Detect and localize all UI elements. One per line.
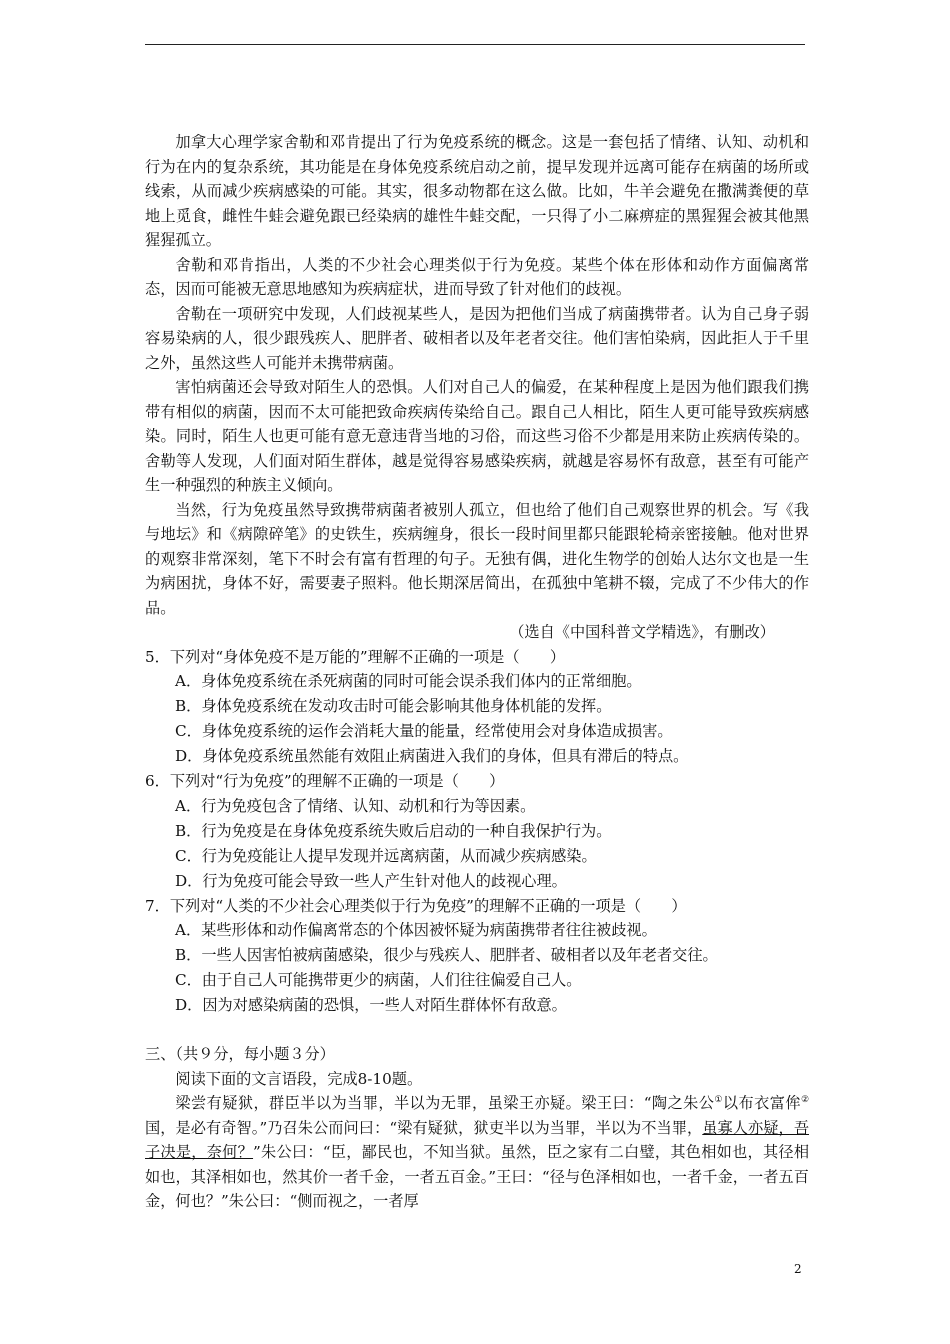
passage-text: 以布衣富侔: [722, 1094, 801, 1112]
question-stem: 7．下列对“人类的不少社会心理类似于行为免疫”的理解不正确的一项是（ ）: [145, 896, 687, 915]
option-a: A．某些形体和动作偏离常态的个体因被怀疑为病菌携带者往往被歧视。: [175, 921, 657, 939]
option-a: A．行为免疫包含了情绪、认知、动机和行为等因素。: [175, 796, 536, 815]
footnote-marker: ①: [714, 1094, 723, 1105]
passage: [145, 130, 809, 645]
question-stem: 5．下列对“身体免疫不是万能的”理解不正确的一项是（ ）: [145, 647, 566, 666]
classical-passage: [145, 1091, 809, 1214]
question-stem: 6．下列对“行为免疫”的理解不正确的一项是（ ）: [145, 772, 505, 790]
passage-source: （选自《中国科普文学精选》，有删改）: [509, 623, 775, 641]
passage-text: 国，是必有奇智。”乃召朱公而问曰：“梁有疑狱，狱吏半以为当罪，半以为不当罪，: [145, 1118, 703, 1137]
footnote-marker: ②: [800, 1094, 810, 1105]
page-body: [145, 130, 809, 1214]
section-instruction: 阅读下面的文言语段，完成8-10题。: [175, 1069, 423, 1088]
paragraph: 害怕病菌还会导致对陌生人的恐惧。人们对自己人的偏爱，在某种程度上是因为他们跟我们携带有相似的病菌，因而不太可能把致命疾病传染给自己。跟自己人相比，陌生人更可能导致疾病感染。同时，陌生人也更可能有意无意违背当地的习俗，而这些习俗不少都是用来防止疾病传染的。舍勒等人发现，人们面对陌生群体，越是觉得容易感染疾病，就越是容易怀有敌意，甚至有可能产生一种强烈的种族主义倾向。: [145, 378, 809, 494]
paragraph: 舍勒和邓肯指出，人类的不少社会心理类似于行为免疫。某些个体在形体和动作方面偏离常态，因而可能被无意思地感知为疾病症状，进而导致了针对他们的歧视。: [145, 255, 809, 298]
option-b: B．身体免疫系统在发动攻击时可能会影响其他身体机能的发挥。: [175, 697, 612, 715]
paragraph: 加拿大心理学家舍勒和邓肯提出了行为免疫系统的概念。这是一套包括了情绪、认知、动机和行为在内的复杂系统，其功能是在身体免疫系统启动之前，提早发现并远离可能存在病菌的场所或线索，从而减少疾病感染的可能。其实，很多动物都在这么做。比如，牛羊会避免在撒满粪便的草地上觅食，雌性牛蛙会避免跟已经染病的雄性牛蛙交配，一只得了小二麻痹症的黑猩猩会被其他黑猩猩孤立。: [145, 133, 809, 249]
section-3: [145, 1042, 809, 1214]
paragraph: 当然，行为免疫虽然导致携带病菌者被别人孤立，但也给了他们自己观察世界的机会。写《我与地坛》和《病隙碎笔》的史铁生，疾病缠身，很长一段时间里都只能跟轮椅亲密接触。他对世界的观察非常深刻，笔下不时会有富有哲理的句子。无独有偶，进化生物学的创始人达尔文也是一生为病困扰，身体不好，需要妻子照料。他长期深居简出，在孤独中笔耕不辍，完成了不少伟大的作品。: [145, 500, 809, 617]
paragraph: 舍勒在一项研究中发现，人们歧视某些人，是因为把他们当成了病菌携带者。认为自己身子弱容易染病的人，很少跟残疾人、肥胖者、破相者以及年老者交往。他们害怕染病，因此拒人于千里之外，虽然这些人可能并未携带病菌。: [145, 304, 809, 372]
option-c: C．身体免疫系统的运作会消耗大量的能量，经常使用会对身体造成损害。: [175, 722, 673, 740]
option-d: D．行为免疫可能会导致一些人产生针对他人的歧视心理。: [175, 871, 567, 890]
page-number: 2: [794, 1262, 802, 1276]
option-b: B．行为免疫是在身体免疫系统失败后启动的一种自我保护行为。: [175, 821, 612, 840]
question-6: [145, 769, 809, 894]
option-c: C．行为免疫能让人提早发现并远离病菌，从而减少疾病感染。: [175, 846, 597, 865]
question-7: [145, 894, 809, 1019]
option-a: A．身体免疫系统在杀死病菌的同时可能会误杀我们体内的正常细胞。: [175, 672, 642, 690]
option-b: B．一些人因害怕被病菌感染，很少与残疾人、肥胖者、破相者以及年老者交往。: [175, 946, 718, 964]
option-c: C．由于自己人可能携带更少的病菌，人们往往偏爱自己人。: [175, 971, 582, 989]
option-d: D．身体免疫系统虽然能有效阻止病菌进入我们的身体，但具有滞后的特点。: [175, 747, 689, 765]
option-d: D．因为对感染病菌的恐惧，一些人对陌生群体怀有敌意。: [175, 996, 567, 1014]
question-5: [145, 645, 809, 770]
passage-text: 梁尝有疑狱，群臣半以为当罪，半以为无罪，虽梁王亦疑。梁王曰：“陶之朱公: [175, 1094, 715, 1112]
header-rule: [145, 44, 805, 45]
passage-text: ”朱公曰：“臣，鄙民也，不知当狱。虽然，臣之家有二白璧，其色相如也，其径相如也，其泽相如也，然其价一者千金，一者五百金。”王曰：“径与色泽相如也，一者千金，一者五百金，何也？”朱公曰：“侧而视之，一者厚: [145, 1143, 810, 1210]
section-heading: 三、（共９分，每小题３分）: [145, 1045, 335, 1063]
underlined-sentence: 虽寡人亦疑，吾子决是，奈何？: [145, 1118, 810, 1161]
